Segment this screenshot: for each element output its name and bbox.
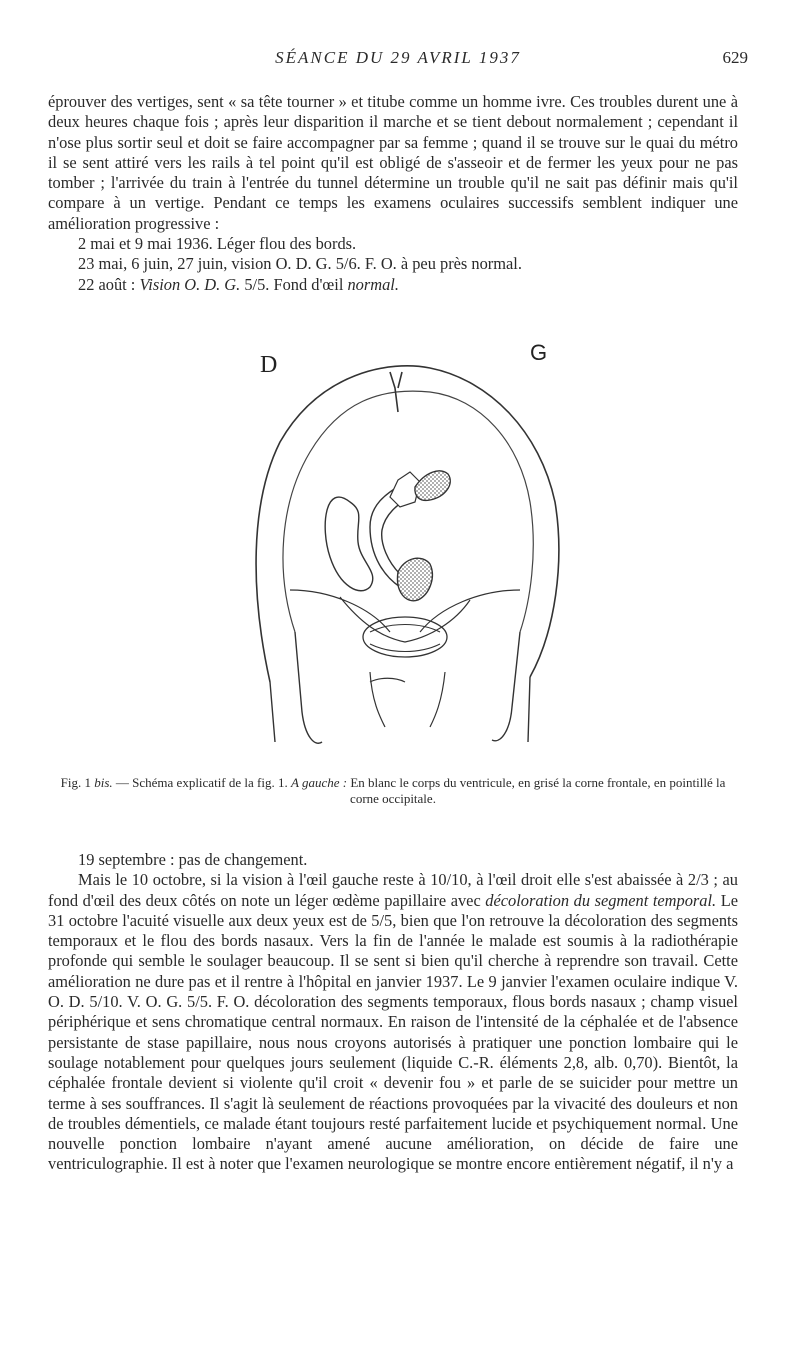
figure-caption [48, 775, 738, 807]
exam-entry-3-normal: normal. [347, 274, 399, 294]
top-text-block [48, 92, 738, 295]
caption-text-1: — Schéma explicatif de la fig. 1. [112, 775, 291, 790]
label-droite: D [260, 352, 278, 378]
spine-lines [370, 672, 445, 727]
occipital-horn-dotted [398, 558, 433, 601]
exam-entry-3 [48, 275, 738, 295]
sella-inner [370, 625, 440, 652]
exam-entry-1: 2 mai et 9 mai 1936. Léger flou des bords. [78, 234, 357, 254]
label-gauche: G [530, 340, 548, 365]
top-paragraph: éprouver des vertiges, sent « sa tête tourner » et titube comme un homme ivre. Ces troubles durent une à deux heures chaque fois ; après leur disparition il marche et se tient debout normalement ; cependant il n'ose plus sortir seul et doit se faire accompagner par sa femme ; quand il se trouve sur le quai du métro il se sent attiré vers les rails à tel point qu'il est obligé de s'asseoir et de fermer les yeux pour ne pas tomber ; l'arrivée du train à l'entrée du tunnel détermine un trouble qu'il ne sait pas définir mais qu'il compare à un vertige. Pendant ce temps les examens oculaires successifs semblent indiquer une amélioration progressive : [48, 92, 738, 233]
exam-entry-2: 23 mai, 6 juin, 27 juin, vision O. D. G. 5/6. F. O. à peu près normal. [78, 254, 522, 274]
exam-entry-3-mid: 5/5. Fond d'œil [240, 274, 348, 294]
bottom-paragraph-2 [48, 870, 738, 1174]
exam-entry-3-vision: Vision O. D. G. [139, 274, 241, 294]
frontal-horn-dotted [415, 471, 450, 501]
bottom-paragraph-1: 19 septembre : pas de changement. [78, 850, 308, 869]
bottom-paragraph-2-italic: décoloration du segment temporal. [485, 890, 717, 910]
skull-outline [256, 366, 559, 682]
exam-entry-3-prefix: 22 août : [78, 274, 140, 294]
lower-left-skull [270, 632, 322, 743]
caption-text-2: En blanc le corps du ventricule, en grisé la corne frontale, en pointillé la corne occipitale. [347, 775, 726, 806]
caption-gauche: A gauche : [290, 775, 348, 790]
page-header [48, 48, 748, 72]
caption-bis: bis. [94, 775, 113, 790]
bottom-paragraph-2b: Le 31 octobre l'acuité visuelle aux deux yeux est de 5/5, bien que l'on retrouve la décoloration des segments temporaux et le flou des bords nasaux. Vers la fin de l'année le malade est soumis à la radiothérapie profonde qui semble le soulager beaucoup. Il se sent si bien qu'il cherche à reprendre son travail. Cette amélioration ne dure pas et il rentre à l'hôpital en janvier 1937. Le 9 janvier l'examen oculaire indique V. O. D. 5/10. V. O. G. 5/5. F. O. décoloration des segments temporaux, flous bords nasaux ; champ visuel périphérique et sens chromatique central normaux. En raison de l'intensité de la céphalée et de l'absence persistante de stase papillaire, nous nous croyons autorisés à pratiquer une ponction lombaire qui le soulage notablement pour quelques jours seulement (liquide C.-R. éléments 2,8, alb. 0,70). Bientôt, la céphalée frontale devient si violente qu'il croit « devenir fou » et parle de se suicider pour mettre un terme à ses souffrances. Il s'agit là seulement de réactions provoquées par la vivacité des douleurs et non de troubles démentiels, ce malade étant toujours resté parfaitement lucide et psychiquement normal. Une nouvelle ponction lombaire n'ayant amené aucune amélioration, on décide de faire une ventriculographie. Il est à noter que l'examen neurologique se montre encore entièrement négatif, il n'y a [48, 890, 738, 1174]
running-title: SÉANCE DU 29 AVRIL 1937 [275, 48, 521, 67]
page-number: 629 [722, 48, 748, 67]
ventricle-schema-figure [230, 332, 580, 772]
lower-right-skull [492, 632, 530, 742]
caption-fig-num: Fig. 1 [60, 775, 95, 790]
bottom-paragraph-2a: Mais le 10 octobre, si la vision à l'œil gauche reste à 10/10, à l'œil droit elle s'est abaissée à 2/3 ; au fond d'œil des deux côtés on note un léger œdème papillaire avec [48, 870, 738, 910]
ventricle-body-right [325, 497, 373, 591]
bottom-text-block [48, 850, 738, 1175]
